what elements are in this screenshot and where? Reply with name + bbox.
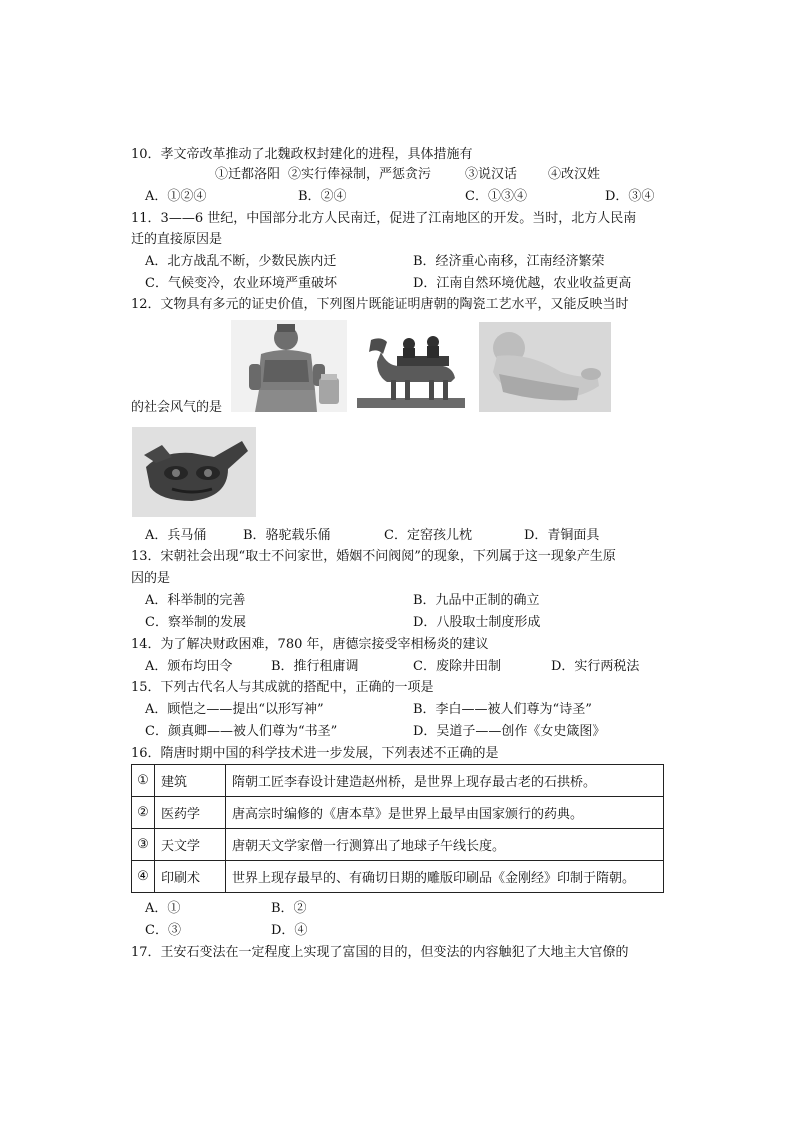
q14-option-a: A．颁布均田令 (145, 659, 233, 674)
row-description: 唐高宗时编修的《唐本草》是世界上最早由国家颁行的药典。 (226, 797, 664, 829)
row-field: 印刷术 (155, 861, 226, 893)
table-row (132, 861, 664, 893)
q16-option-b: B．② (271, 901, 307, 916)
row-description: 世界上现存最早的、有确切日期的雕版印刷品《金刚经》印制于隋朝。 (226, 861, 664, 893)
q11-option-a: A．北方战乱不断，少数民族内迁 (145, 254, 337, 269)
q16-option-c: C．③ (145, 923, 181, 938)
row-field: 天文学 (155, 829, 226, 861)
q10-item: ①迁都洛阳 (215, 167, 281, 182)
q15-option-b: B．李白——被人们尊为“诗圣” (413, 702, 592, 717)
q14-option-b: B．推行租庸调 (271, 659, 359, 674)
q10-option-b: B．②④ (298, 189, 347, 204)
row-number: ② (132, 797, 155, 829)
q12-stem-line2: 的社会风气的是 (131, 400, 223, 415)
q13-stem-line2: 因的是 (131, 571, 171, 586)
q15-stem: 15．下列古代名人与其成就的搭配中，正确的一项是 (131, 680, 434, 695)
bronze-mask-image (132, 427, 256, 517)
q16-stem: 16．隋唐时期中国的科学技术进一步发展，下列表述不正确的是 (131, 746, 499, 761)
q16-option-d: D．④ (271, 923, 308, 938)
q15-option-c: C．颜真卿——被人们尊为“书圣” (145, 724, 338, 739)
q10-item: ④改汉姓 (548, 167, 601, 182)
q15-option-d: D．吴道子——创作《女史箴图》 (413, 724, 606, 739)
child-pillow-image (479, 322, 611, 412)
row-field: 建筑 (155, 765, 226, 797)
q14-option-c: C．废除井田制 (413, 659, 501, 674)
q16-option-a: A．① (145, 901, 181, 916)
q14-stem: 14．为了解决财政困难，780 年，唐德宗接受宰相杨炎的建议 (131, 637, 489, 652)
q10-item: ③说汉话 (465, 167, 518, 182)
q10-stem: 10．孝文帝改革推动了北魏政权封建化的进程，具体措施有 (131, 147, 473, 162)
row-number: ④ (132, 861, 155, 893)
q12-option-d: D．青铜面具 (524, 528, 600, 543)
q12-option-a: A．兵马俑 (145, 528, 207, 543)
row-description: 唐朝天文学家僧一行测算出了地球子午线长度。 (226, 829, 664, 861)
table-row (132, 765, 664, 797)
camel-musicians-image (347, 322, 475, 412)
q13-option-b: B．九品中正制的确立 (413, 593, 540, 608)
q15-option-a: A．顾恺之——提出“以形写神” (145, 702, 324, 717)
row-number: ③ (132, 829, 155, 861)
q12-option-c: C．定窑孩儿枕 (384, 528, 472, 543)
q13-option-c: C．察举制的发展 (145, 615, 246, 630)
terracotta-warrior-image (231, 320, 347, 412)
q10-option-c: C．①③④ (465, 189, 527, 204)
q14-option-d: D．实行两税法 (551, 659, 640, 674)
row-number: ① (132, 765, 155, 797)
q11-option-b: B．经济重心南移，江南经济繁荣 (413, 254, 605, 269)
row-field: 医药学 (155, 797, 226, 829)
q16-table (131, 764, 664, 893)
q11-option-c: C．气候变冷，农业环境严重破坏 (145, 276, 337, 291)
q12-option-b: B．骆驼载乐俑 (243, 528, 331, 543)
q17-stem: 17．王安石变法在一定程度上实现了富国的目的，但变法的内容触犯了大地主大官僚的 (131, 945, 629, 960)
q11-option-d: D．江南自然环境优越，农业收益更高 (413, 276, 632, 291)
q12-stem-line1: 12．文物具有多元的证史价值，下列图片既能证明唐朝的陶瓷工艺水平，又能反映当时 (131, 297, 629, 312)
q13-option-a: A．科举制的完善 (145, 593, 246, 608)
q13-stem-line1: 13．宋朝社会出现“取士不问家世，婚姻不问阀阅”的现象，下列属于这一现象产生原 (131, 549, 616, 564)
table-row (132, 829, 664, 861)
q11-stem-line2: 迁的直接原因是 (131, 232, 223, 247)
q10-option-d: D．③④ (605, 189, 655, 204)
q10-option-a: A．①②④ (145, 189, 207, 204)
q13-option-d: D．八股取士制度形成 (413, 615, 541, 630)
row-description: 隋朝工匠李春设计建造赵州桥，是世界上现存最古老的石拱桥。 (226, 765, 664, 797)
q11-stem-line1: 11．3——6 世纪，中国部分北方人民南迁，促进了江南地区的开发。当时，北方人民南 (131, 211, 637, 226)
q10-item: ②实行俸禄制，严惩贪污 (288, 167, 432, 182)
table-row (132, 797, 664, 829)
